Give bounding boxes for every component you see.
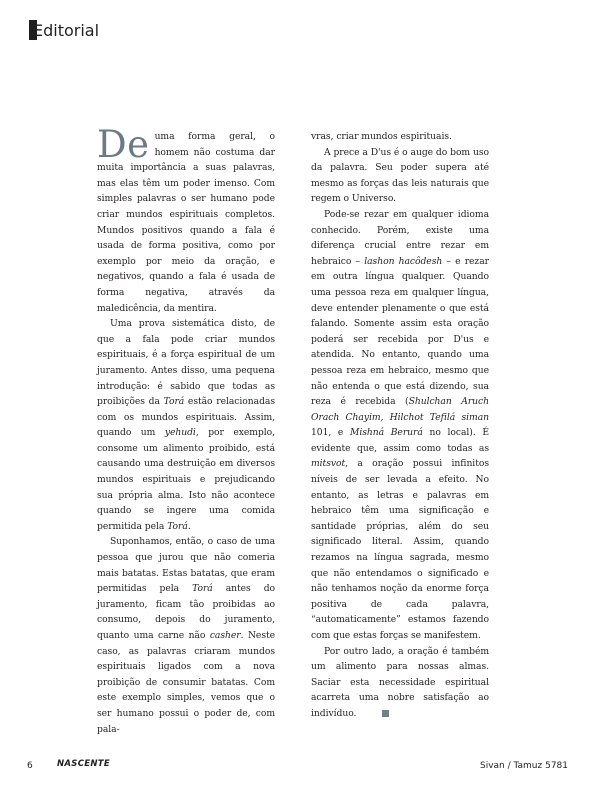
italic-term: casher bbox=[209, 630, 241, 641]
article-paragraph bbox=[311, 129, 489, 145]
paragraph-text: Pode-se rezar em qualquer idioma conhecido. Porém, existe uma diferença crucial entre rezar em hebraico – bbox=[311, 208, 489, 267]
italic-term: Torá bbox=[167, 520, 188, 532]
paragraph-text: uma forma geral, o homem não costuma dar muita importância a suas palavras, mas elas têm um poder imenso. Com simples palavras o ser humano pode criar mundos espirituais completos. Mundos positivos quando a fala é usada de forma positiva, como por exemplo por meio da oração, e negativos, quando a fala é usada de forma negativa, através da maledicência, da mentira. bbox=[97, 131, 275, 314]
italic-term: yehudi bbox=[164, 427, 196, 439]
drop-cap: De bbox=[97, 123, 150, 166]
italic-term: Shulchan Aruch Orach Chayim, Hilchot Tefilá siman bbox=[311, 396, 489, 423]
paragraph-text: Por outro lado, a oração é também um alimento para nossas almas. Saciar esta necessidade espiritual acarreta uma nobre satisfação ao indivíduo. bbox=[311, 645, 489, 719]
italic-term: lashon hacôdesh bbox=[364, 255, 443, 267]
magazine-logo: NASCENTE bbox=[57, 759, 110, 769]
article-paragraph bbox=[97, 534, 275, 737]
paragraph-text: no local). É evidente que, assim como todas as bbox=[311, 427, 489, 454]
paragraph-text: 101, e bbox=[311, 427, 350, 439]
paragraph-text: estão relacionadas com os mundos espirituais. Assim, quando um bbox=[97, 396, 275, 439]
paragraph-text: vras, criar mundos espirituais. bbox=[311, 131, 452, 142]
article-paragraph bbox=[311, 207, 489, 644]
paragraph-text: . Neste caso, as palavras criaram mundos espirituais ligados com a nova proibição de consumir batatas. Com este exemplo simples, vemos que o ser humano possui o poder de, com pala- bbox=[97, 630, 276, 735]
paragraph-text: . bbox=[187, 520, 191, 532]
article-paragraph bbox=[311, 145, 489, 207]
paragraph-text: , por exemplo, consome um alimento proibido, está causando uma destruição em diversos mundos espirituais e prejudicando sua própria alma. Isto não acontece quando se ingere uma comida permitida pela bbox=[97, 427, 275, 532]
article-paragraph bbox=[97, 123, 275, 316]
paragraph-text: antes do juramento, ficam tão proibidas ao consumo, depois do juramento, quanto uma carne não bbox=[97, 583, 276, 641]
paragraph-text: – e rezar em outra língua qualquer. Quando uma pessoa reza em qualquer língua, deve entender plenamente o que está falando. Somente assim esta oração poderá ser recebida por D'us e atendida. No entanto, quando uma pessoa reza em hebraico, mesmo que não entenda o que está dizendo, sua reza é recebida ( bbox=[311, 255, 489, 408]
article-column-right bbox=[311, 129, 489, 722]
paragraph-text: A prece a D'us é o auge do bom uso da palavra. Seu poder supera até mesmo as forças das leis naturais que regem o Universo. bbox=[311, 146, 489, 205]
issue-date: Sivan / Tamuz 5781 bbox=[480, 761, 568, 771]
italic-term: Torá bbox=[163, 396, 185, 408]
paragraph-text: Suponhamos, então, o caso de uma pessoa que jurou que não comeria mais batatas. Estas batatas, que eram permitidas pela bbox=[97, 536, 275, 595]
end-of-article-mark bbox=[382, 710, 389, 717]
paragraph-text: Uma prova sistemática disto, de que a fala pode criar mundos espirituais, é a força espiritual de um juramento. Antes disso, uma pequena introdução: é sabido que todas as proibições da bbox=[97, 318, 275, 408]
italic-term: Torá bbox=[192, 583, 213, 595]
section-title: Editorial bbox=[33, 21, 100, 40]
italic-term: Mishná Berurá bbox=[349, 427, 423, 439]
page-number: 6 bbox=[27, 761, 33, 771]
paragraph-text: , a oração possui infinitos níveis de ser levada a efeito. No entanto, as letras e palavras em hebraico têm uma significação e santidade próprias, além do seu significado literal. Assim, quando rezamos na língua sagrada, mesmo que não entendamos o significado e não tenhamos noção da enorme força positiva de cada palavra, “automaticamente” estamos fazendo com que estas forças se manifestem. bbox=[311, 458, 489, 641]
article-paragraph bbox=[311, 644, 489, 722]
article-column-left bbox=[97, 123, 276, 737]
article-paragraph bbox=[97, 316, 275, 534]
italic-term: mitsvot bbox=[311, 458, 346, 470]
